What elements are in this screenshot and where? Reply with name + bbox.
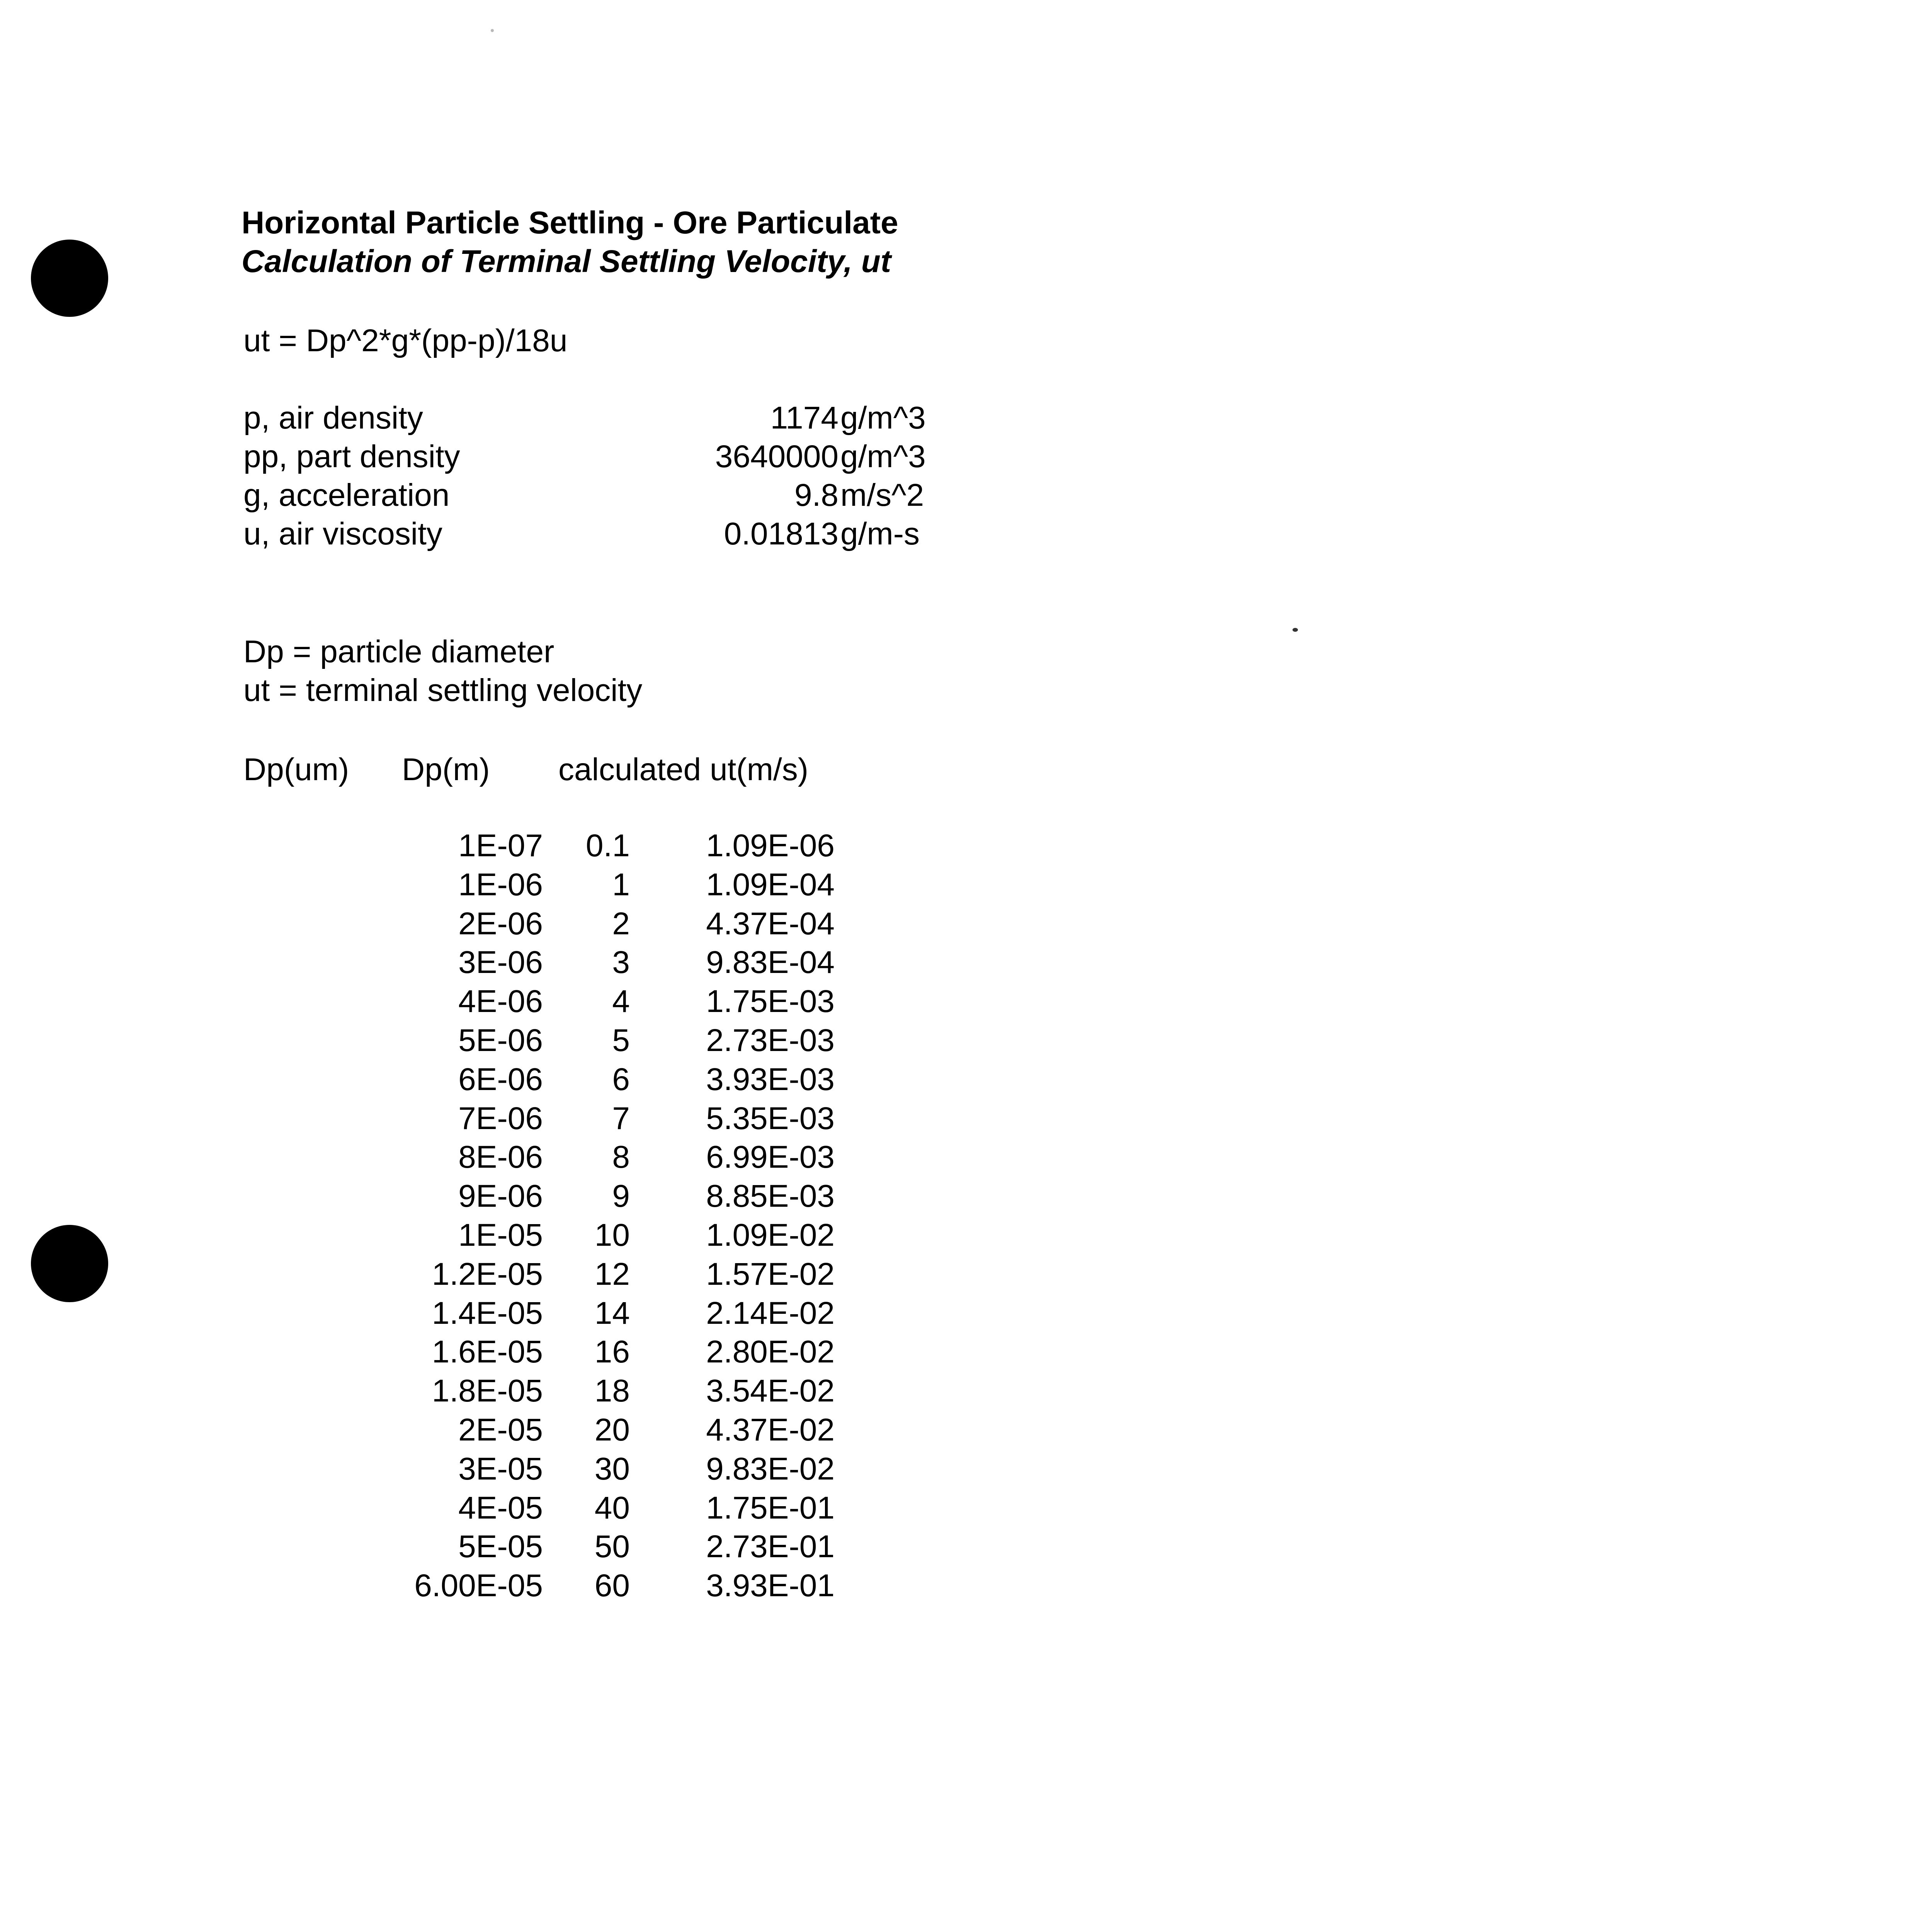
- cell-ut: 1.09E-06: [706, 828, 835, 863]
- table-row: [243, 1295, 862, 1334]
- table-row: [243, 1256, 862, 1295]
- parameter-name: g, acceleration: [243, 478, 450, 513]
- cell-ut: 8.85E-03: [706, 1179, 835, 1214]
- table-row: [243, 1178, 862, 1217]
- cell-dp-um: 8: [612, 1139, 630, 1175]
- table-row: [243, 1490, 862, 1529]
- column-header-dp-um: Dp(um): [243, 752, 349, 787]
- document-subtitle: Calculation of Terminal Settling Velocity, ut: [242, 244, 891, 279]
- cell-dp-um: 60: [594, 1568, 630, 1604]
- cell-dp-um: 16: [594, 1334, 630, 1370]
- cell-ut: 4.37E-04: [706, 906, 835, 941]
- cell-dp-m: 1E-05: [458, 1217, 543, 1253]
- cell-dp-m: 1.4E-05: [432, 1295, 543, 1331]
- cell-ut: 2.14E-02: [706, 1295, 835, 1331]
- document-title: Horizontal Particle Settling - Ore Particulate: [242, 205, 898, 240]
- cell-dp-um: 6: [612, 1061, 630, 1097]
- cell-ut: 3.93E-03: [706, 1061, 835, 1097]
- cell-ut: 4.37E-02: [706, 1412, 835, 1447]
- table-row: [243, 1529, 862, 1568]
- cell-dp-um: 50: [594, 1529, 630, 1565]
- cell-dp-um: 0.1: [586, 828, 630, 863]
- scan-speck: [1293, 628, 1298, 632]
- cell-dp-m: 3E-05: [458, 1451, 543, 1486]
- column-header-ut: calculated ut(m/s): [558, 752, 809, 787]
- cell-dp-um: 14: [594, 1295, 630, 1331]
- table-row: [243, 983, 862, 1022]
- parameter-value: 0.01813: [724, 516, 838, 551]
- cell-ut: 5.35E-03: [706, 1100, 835, 1136]
- parameter-unit: g/m^3: [840, 439, 926, 474]
- table-row: [243, 1217, 862, 1256]
- cell-dp-um: 5: [612, 1022, 630, 1058]
- cell-ut: 3.93E-01: [706, 1568, 835, 1604]
- cell-ut: 6.99E-03: [706, 1139, 835, 1175]
- table-row: [243, 867, 862, 906]
- cell-dp-m: 1.8E-05: [432, 1373, 543, 1409]
- parameter-unit: g/m^3: [840, 400, 926, 435]
- cell-ut: 3.54E-02: [706, 1373, 835, 1409]
- parameter-value: 1174: [770, 400, 838, 435]
- parameter-value: 9.8: [794, 478, 838, 513]
- table-row: [243, 1412, 862, 1451]
- cell-dp-um: 4: [612, 984, 630, 1019]
- parameter-row: [243, 516, 939, 554]
- table-row: [243, 1334, 862, 1373]
- table-row: [243, 1022, 862, 1061]
- table-row: [243, 944, 862, 983]
- parameter-row: [243, 439, 939, 477]
- scan-speck: [491, 29, 494, 32]
- cell-dp-m: 6E-06: [458, 1061, 543, 1097]
- parameter-row: [243, 477, 939, 516]
- cell-dp-m: 2E-05: [458, 1412, 543, 1447]
- cell-dp-m: 8E-06: [458, 1139, 543, 1175]
- table-row: [243, 906, 862, 945]
- cell-ut: 1.75E-01: [706, 1490, 835, 1526]
- cell-ut: 9.83E-02: [706, 1451, 835, 1486]
- cell-dp-m: 3E-06: [458, 945, 543, 980]
- parameter-unit: g/m-s: [840, 516, 920, 551]
- cell-ut: 2.73E-01: [706, 1529, 835, 1565]
- cell-ut: 2.73E-03: [706, 1022, 835, 1058]
- cell-dp-um: 2: [612, 906, 630, 941]
- table-row: [243, 1100, 862, 1139]
- cell-dp-um: 12: [594, 1256, 630, 1292]
- binder-hole-top: [31, 240, 108, 317]
- cell-ut: 1.57E-02: [706, 1256, 835, 1292]
- cell-dp-um: 18: [594, 1373, 630, 1409]
- table-row: [243, 1139, 862, 1178]
- table-row: [243, 1373, 862, 1412]
- cell-ut: 2.80E-02: [706, 1334, 835, 1370]
- parameter-name: p, air density: [243, 400, 423, 435]
- cell-dp-m: 1E-07: [458, 828, 543, 863]
- parameter-name: pp, part density: [243, 439, 460, 474]
- formula: ut = Dp^2*g*(pp-p)/18u: [243, 323, 568, 358]
- cell-dp-m: 5E-06: [458, 1022, 543, 1058]
- binder-hole-middle: [31, 1225, 108, 1302]
- cell-dp-um: 30: [594, 1451, 630, 1486]
- cell-dp-um: 3: [612, 945, 630, 980]
- parameter-name: u, air viscosity: [243, 516, 442, 551]
- table-row: [243, 1061, 862, 1100]
- table-row: [243, 828, 862, 867]
- column-header-dp-m: Dp(m): [402, 752, 490, 787]
- parameter-unit: m/s^2: [840, 478, 924, 513]
- cell-dp-um: 40: [594, 1490, 630, 1526]
- cell-dp-m: 2E-06: [458, 906, 543, 941]
- cell-dp-um: 1: [612, 867, 630, 902]
- cell-ut: 1.09E-04: [706, 867, 835, 902]
- cell-dp-m: 4E-06: [458, 984, 543, 1019]
- cell-dp-um: 7: [612, 1100, 630, 1136]
- cell-dp-um: 20: [594, 1412, 630, 1447]
- parameter-row: [243, 400, 939, 439]
- cell-dp-m: 1E-06: [458, 867, 543, 902]
- definition-ut: ut = terminal settling velocity: [243, 673, 643, 708]
- cell-dp-m: 4E-05: [458, 1490, 543, 1526]
- cell-dp-um: 10: [594, 1217, 630, 1253]
- parameter-value: 3640000: [715, 439, 838, 474]
- cell-dp-m: 6.00E-05: [414, 1568, 543, 1604]
- cell-ut: 1.09E-02: [706, 1217, 835, 1253]
- cell-ut: 1.75E-03: [706, 984, 835, 1019]
- table-row: [243, 1568, 862, 1607]
- cell-dp-m: 7E-06: [458, 1100, 543, 1136]
- cell-ut: 9.83E-04: [706, 945, 835, 980]
- definition-dp: Dp = particle diameter: [243, 634, 554, 669]
- cell-dp-m: 5E-05: [458, 1529, 543, 1565]
- cell-dp-um: 9: [612, 1179, 630, 1214]
- table-row: [243, 1451, 862, 1490]
- cell-dp-m: 9E-06: [458, 1179, 543, 1214]
- cell-dp-m: 1.2E-05: [432, 1256, 543, 1292]
- cell-dp-m: 1.6E-05: [432, 1334, 543, 1370]
- settling-velocity-table: [243, 828, 862, 1607]
